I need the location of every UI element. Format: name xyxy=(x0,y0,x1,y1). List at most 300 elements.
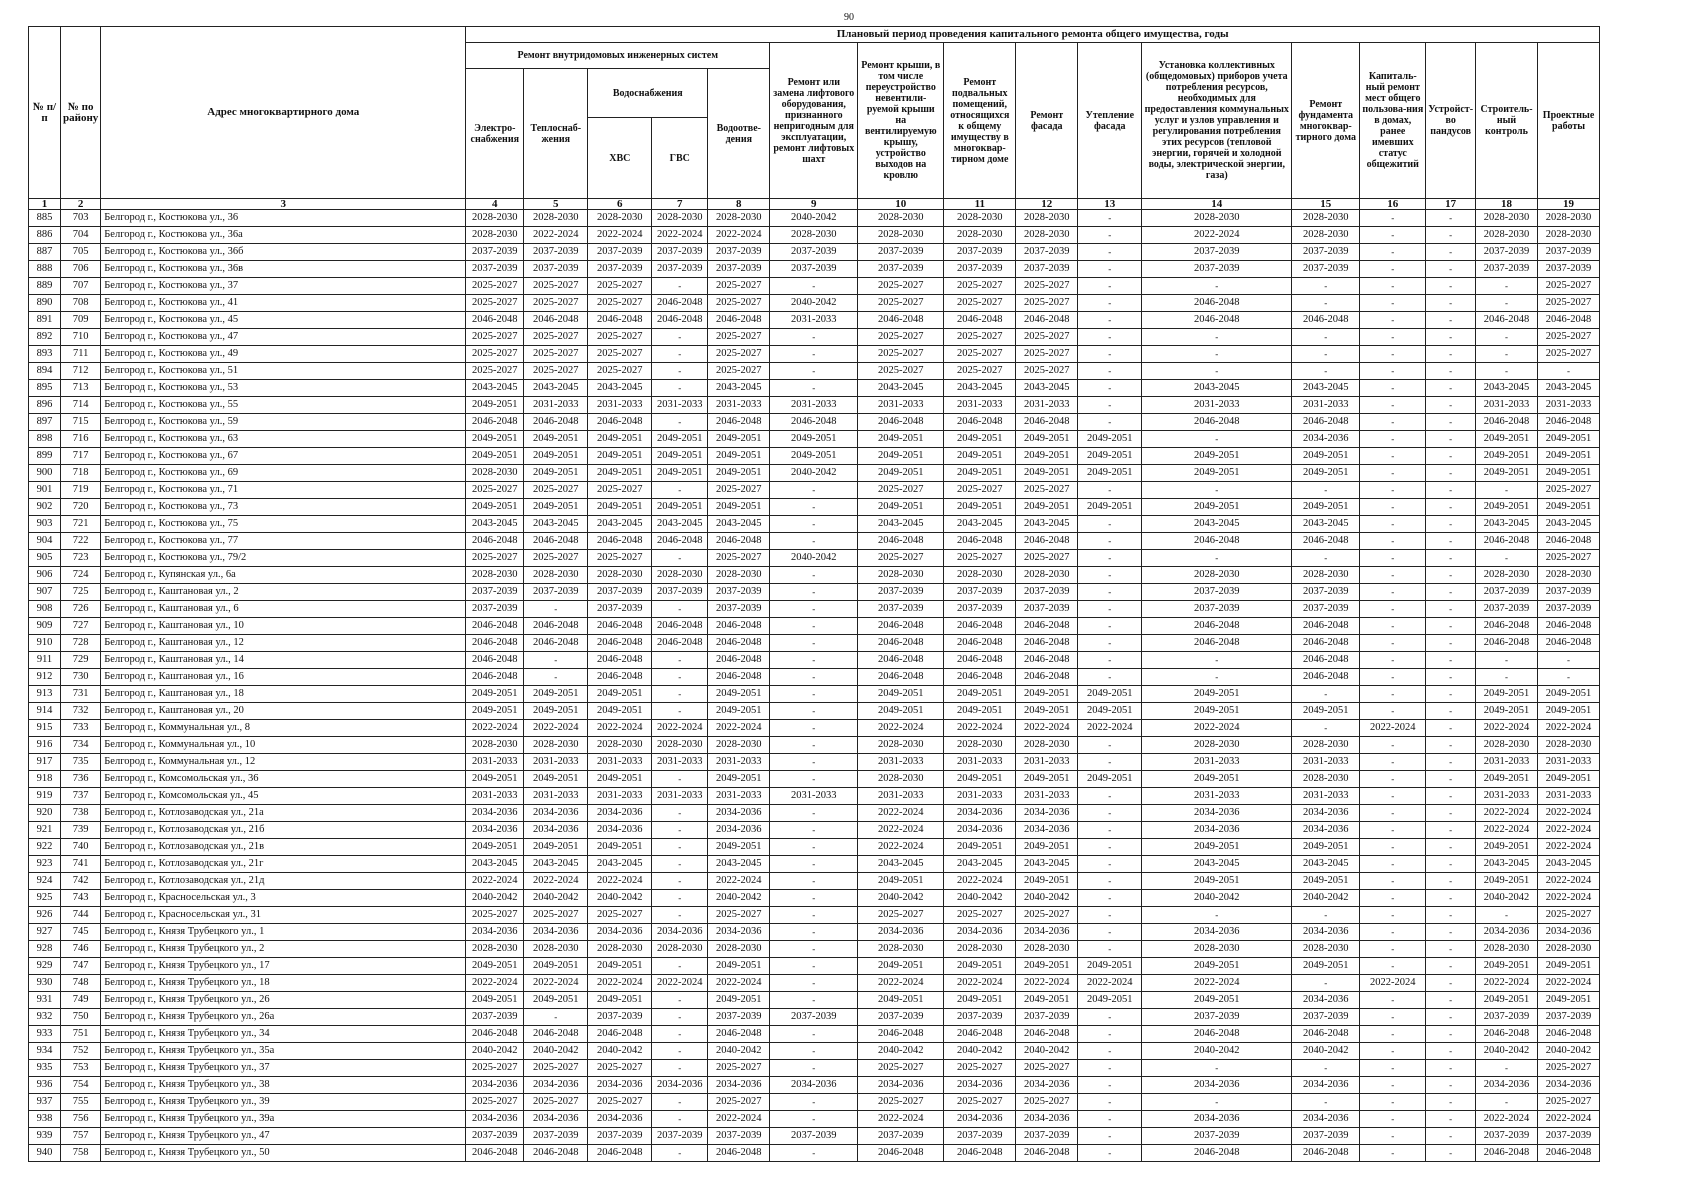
table-cell: 2037-2039 xyxy=(1292,261,1360,278)
table-cell: 909 xyxy=(29,618,61,635)
table-cell: 2043-2045 xyxy=(1292,856,1360,873)
table-cell: - xyxy=(770,1060,858,1077)
table-cell: - xyxy=(1426,992,1476,1009)
table-cell: 898 xyxy=(29,431,61,448)
table-cell: 2025-2027 xyxy=(466,295,524,312)
table-cell: - xyxy=(1142,669,1292,686)
table-cell: - xyxy=(770,1026,858,1043)
table-cell: 2043-2045 xyxy=(588,380,652,397)
table-cell: - xyxy=(1078,1111,1142,1128)
table-cell: 2043-2045 xyxy=(708,856,770,873)
table-cell: - xyxy=(1426,295,1476,312)
table-cell: - xyxy=(1426,737,1476,754)
table-cell: 895 xyxy=(29,380,61,397)
table-cell: - xyxy=(1476,1060,1538,1077)
table-cell: 2037-2039 xyxy=(466,1128,524,1145)
table-row xyxy=(29,873,1600,890)
table-cell: - xyxy=(1360,788,1426,805)
table-cell: 2049-2051 xyxy=(466,686,524,703)
table-cell: 2025-2027 xyxy=(944,1060,1016,1077)
table-cell: 2037-2039 xyxy=(466,584,524,601)
table-cell: - xyxy=(1538,363,1600,380)
table-cell: - xyxy=(770,618,858,635)
table-cell: - xyxy=(770,567,858,584)
table-cell: - xyxy=(1426,227,1476,244)
address-cell: Белгород г., Котлозаводская ул., 21д xyxy=(101,873,466,890)
table-cell: - xyxy=(1078,329,1142,346)
table-cell: 2025-2027 xyxy=(708,550,770,567)
table-cell: 2046-2048 xyxy=(944,312,1016,329)
table-cell: 2037-2039 xyxy=(1292,584,1360,601)
table-cell: 2049-2051 xyxy=(1016,465,1078,482)
table-row xyxy=(29,533,1600,550)
table-cell: 2022-2024 xyxy=(524,720,588,737)
table-cell: 2025-2027 xyxy=(708,907,770,924)
table-cell: 2049-2051 xyxy=(1142,448,1292,465)
table-cell: 921 xyxy=(29,822,61,839)
table-cell: - xyxy=(652,805,708,822)
table-cell: - xyxy=(770,584,858,601)
table-row xyxy=(29,754,1600,771)
table-cell: 2025-2027 xyxy=(524,907,588,924)
table-cell: 2049-2051 xyxy=(1538,771,1600,788)
table-cell: 713 xyxy=(61,380,101,397)
table-cell: 918 xyxy=(29,771,61,788)
table-row xyxy=(29,958,1600,975)
table-cell: 2043-2045 xyxy=(524,856,588,873)
table-cell: 2046-2048 xyxy=(1538,1145,1600,1162)
table-cell: - xyxy=(1360,312,1426,329)
table-cell: 2028-2030 xyxy=(466,567,524,584)
table-cell: 2046-2048 xyxy=(524,312,588,329)
table-cell: 2028-2030 xyxy=(858,227,944,244)
table-cell: - xyxy=(1360,601,1426,618)
table-cell: 2043-2045 xyxy=(588,856,652,873)
table-cell: - xyxy=(1142,278,1292,295)
table-cell: 2046-2048 xyxy=(466,635,524,652)
table-cell: - xyxy=(652,1094,708,1111)
address-cell: Белгород г., Князя Трубецкого ул., 47 xyxy=(101,1128,466,1145)
table-cell: - xyxy=(1078,244,1142,261)
table-cell: 933 xyxy=(29,1026,61,1043)
table-row xyxy=(29,567,1600,584)
table-cell: 2046-2048 xyxy=(1142,618,1292,635)
table-cell: 2049-2051 xyxy=(1078,992,1142,1009)
table-cell: - xyxy=(1078,210,1142,227)
table-cell: 2049-2051 xyxy=(1142,703,1292,720)
table-cell: 730 xyxy=(61,669,101,686)
table-cell: 2028-2030 xyxy=(466,737,524,754)
table-cell: 2022-2024 xyxy=(1538,890,1600,907)
address-cell: Белгород г., Костюкова ул., 47 xyxy=(101,329,466,346)
table-cell: 2022-2024 xyxy=(652,720,708,737)
table-cell: - xyxy=(1292,686,1360,703)
table-cell: - xyxy=(1360,1060,1426,1077)
table-cell: 2031-2033 xyxy=(1538,754,1600,771)
table-cell: 2031-2033 xyxy=(588,754,652,771)
table-cell: - xyxy=(1360,295,1426,312)
table-cell: - xyxy=(1292,346,1360,363)
table-cell: 2046-2048 xyxy=(708,533,770,550)
table-cell: 2025-2027 xyxy=(708,278,770,295)
table-cell: 2022-2024 xyxy=(1538,975,1600,992)
table-cell: 2034-2036 xyxy=(1292,924,1360,941)
address-cell: Белгород г., Костюкова ул., 67 xyxy=(101,448,466,465)
table-cell: - xyxy=(1292,1060,1360,1077)
table-cell: 2025-2027 xyxy=(858,295,944,312)
table-cell: 2046-2048 xyxy=(588,1026,652,1043)
table-cell: 2046-2048 xyxy=(1142,533,1292,550)
table-cell: 2040-2042 xyxy=(588,890,652,907)
table-cell: 2025-2027 xyxy=(944,295,1016,312)
table-cell: 2025-2027 xyxy=(1538,1094,1600,1111)
table-cell: 2025-2027 xyxy=(524,278,588,295)
table-cell: 2040-2042 xyxy=(1476,1043,1538,1060)
table-cell: 934 xyxy=(29,1043,61,1060)
column-number: 3 xyxy=(101,199,466,210)
table-cell: 2043-2045 xyxy=(1476,516,1538,533)
table-cell: 2049-2051 xyxy=(466,703,524,720)
table-cell: 2049-2051 xyxy=(1142,686,1292,703)
address-cell: Белгород г., Котлозаводская ул., 21в xyxy=(101,839,466,856)
table-row xyxy=(29,431,1600,448)
table-cell: 2037-2039 xyxy=(1476,1128,1538,1145)
table-cell: - xyxy=(1360,499,1426,516)
header-internal-systems: Ремонт внутридомовых инженерных систем xyxy=(466,43,770,69)
table-cell: 2028-2030 xyxy=(1476,567,1538,584)
table-cell: 2034-2036 xyxy=(1142,822,1292,839)
table-cell: 2025-2027 xyxy=(1538,278,1600,295)
table-cell: 2037-2039 xyxy=(652,261,708,278)
table-cell: 2022-2024 xyxy=(858,975,944,992)
table-cell: 2028-2030 xyxy=(1142,210,1292,227)
table-cell: 2031-2033 xyxy=(1538,397,1600,414)
table-cell: - xyxy=(1360,737,1426,754)
table-cell: - xyxy=(1426,1043,1476,1060)
table-cell: 2031-2033 xyxy=(1292,397,1360,414)
table-cell: - xyxy=(1078,567,1142,584)
table-cell: 2046-2048 xyxy=(652,618,708,635)
table-cell: 2046-2048 xyxy=(1142,635,1292,652)
table-cell: 2043-2045 xyxy=(466,516,524,533)
table-cell: - xyxy=(1476,907,1538,924)
table-cell: 2049-2051 xyxy=(524,992,588,1009)
table-row xyxy=(29,278,1600,295)
table-cell: - xyxy=(1360,1128,1426,1145)
table-cell: - xyxy=(770,601,858,618)
table-cell: 2022-2024 xyxy=(1476,1111,1538,1128)
table-cell: 2046-2048 xyxy=(858,669,944,686)
table-cell: 2040-2042 xyxy=(466,1043,524,1060)
table-cell: - xyxy=(1360,431,1426,448)
column-number: 19 xyxy=(1538,199,1600,210)
table-cell: - xyxy=(1142,431,1292,448)
table-cell: - xyxy=(1360,346,1426,363)
table-cell: 2037-2039 xyxy=(588,601,652,618)
table-cell: 2031-2033 xyxy=(1016,397,1078,414)
table-cell: 2043-2045 xyxy=(588,516,652,533)
table-cell: 2028-2030 xyxy=(944,567,1016,584)
table-cell: 2028-2030 xyxy=(652,941,708,958)
table-cell: 2025-2027 xyxy=(466,346,524,363)
table-cell: - xyxy=(770,380,858,397)
table-cell: 2043-2045 xyxy=(1538,516,1600,533)
table-cell: 920 xyxy=(29,805,61,822)
table-cell: 2049-2051 xyxy=(944,431,1016,448)
table-cell: 2046-2048 xyxy=(1016,652,1078,669)
table-cell: 2046-2048 xyxy=(944,414,1016,431)
table-cell: - xyxy=(1426,516,1476,533)
table-cell: 2028-2030 xyxy=(466,465,524,482)
table-cell: 2034-2036 xyxy=(708,822,770,839)
table-row xyxy=(29,975,1600,992)
table-cell: - xyxy=(1142,482,1292,499)
table-cell: 725 xyxy=(61,584,101,601)
address-cell: Белгород г., Коммунальная ул., 12 xyxy=(101,754,466,771)
table-cell: 2031-2033 xyxy=(588,788,652,805)
table-row xyxy=(29,261,1600,278)
table-cell: - xyxy=(1426,958,1476,975)
address-cell: Белгород г., Костюкова ул., 41 xyxy=(101,295,466,312)
table-cell: 940 xyxy=(29,1145,61,1162)
table-cell: 2046-2048 xyxy=(1142,295,1292,312)
table-cell: 2037-2039 xyxy=(1142,244,1292,261)
table-row xyxy=(29,890,1600,907)
table-cell: 735 xyxy=(61,754,101,771)
table-cell: 708 xyxy=(61,295,101,312)
table-cell: 2034-2036 xyxy=(1142,1077,1292,1094)
address-cell: Белгород г., Каштановая ул., 20 xyxy=(101,703,466,720)
table-cell: 2046-2048 xyxy=(708,414,770,431)
table-cell: 2025-2027 xyxy=(524,1094,588,1111)
table-cell: 2028-2030 xyxy=(858,737,944,754)
table-cell: - xyxy=(1476,278,1538,295)
table-cell: 887 xyxy=(29,244,61,261)
table-cell: - xyxy=(1142,1060,1292,1077)
table-cell: - xyxy=(1538,669,1600,686)
table-cell: 2049-2051 xyxy=(858,958,944,975)
table-cell: 2043-2045 xyxy=(524,516,588,533)
table-cell: 936 xyxy=(29,1077,61,1094)
table-cell: 2037-2039 xyxy=(652,244,708,261)
table-cell: 719 xyxy=(61,482,101,499)
table-cell: 922 xyxy=(29,839,61,856)
table-cell: 2022-2024 xyxy=(466,873,524,890)
table-cell: 2046-2048 xyxy=(1016,533,1078,550)
address-cell: Белгород г., Князя Трубецкого ул., 26а xyxy=(101,1009,466,1026)
table-cell: 2043-2045 xyxy=(1292,380,1360,397)
address-cell: Белгород г., Комсомольская ул., 45 xyxy=(101,788,466,805)
table-cell: 720 xyxy=(61,499,101,516)
table-cell: 2022-2024 xyxy=(588,873,652,890)
table-cell: 2046-2048 xyxy=(588,669,652,686)
table-cell: 2049-2051 xyxy=(708,431,770,448)
table-cell: 744 xyxy=(61,907,101,924)
table-cell: 2025-2027 xyxy=(944,363,1016,380)
table-cell: 2049-2051 xyxy=(524,771,588,788)
table-cell: 2037-2039 xyxy=(1142,1009,1292,1026)
table-cell: - xyxy=(1360,1145,1426,1162)
table-cell: - xyxy=(770,839,858,856)
table-cell: - xyxy=(770,703,858,720)
header-water-supply: Водоснабжения xyxy=(588,69,708,118)
table-cell: 2034-2036 xyxy=(944,822,1016,839)
table-cell: 2046-2048 xyxy=(944,618,1016,635)
header-design-works: Проектные работы xyxy=(1538,43,1600,199)
table-cell: - xyxy=(1078,397,1142,414)
table-cell: 2049-2051 xyxy=(770,431,858,448)
table-cell: - xyxy=(1426,380,1476,397)
table-cell: 2049-2051 xyxy=(708,703,770,720)
table-cell: 726 xyxy=(61,601,101,618)
table-cell: 2031-2033 xyxy=(524,397,588,414)
table-cell: 911 xyxy=(29,652,61,669)
table-cell: 2022-2024 xyxy=(1360,720,1426,737)
table-cell: 2037-2039 xyxy=(652,584,708,601)
table-cell: 2031-2033 xyxy=(708,754,770,771)
table-cell: 728 xyxy=(61,635,101,652)
table-cell: 2037-2039 xyxy=(944,601,1016,618)
table-cell: 2046-2048 xyxy=(1538,312,1600,329)
table-cell: 2028-2030 xyxy=(524,737,588,754)
table-cell: 2037-2039 xyxy=(588,244,652,261)
table-cell: - xyxy=(1426,975,1476,992)
table-cell: 2046-2048 xyxy=(858,1026,944,1043)
table-cell: - xyxy=(1426,788,1476,805)
table-cell: - xyxy=(1078,295,1142,312)
table-cell: - xyxy=(770,975,858,992)
table-cell: - xyxy=(1426,805,1476,822)
table-cell: 2049-2051 xyxy=(708,992,770,1009)
table-cell: 2049-2051 xyxy=(708,686,770,703)
table-cell: 2049-2051 xyxy=(524,448,588,465)
table-cell: 2025-2027 xyxy=(1538,907,1600,924)
table-cell: 2046-2048 xyxy=(524,1026,588,1043)
table-cell: 2046-2048 xyxy=(858,1145,944,1162)
table-cell: 2046-2048 xyxy=(1292,652,1360,669)
table-cell: 2049-2051 xyxy=(1016,771,1078,788)
table-cell: 2028-2030 xyxy=(652,567,708,584)
table-cell: 2049-2051 xyxy=(1476,771,1538,788)
table-cell: 2049-2051 xyxy=(1476,465,1538,482)
table-cell: - xyxy=(1360,635,1426,652)
table-cell: 2031-2033 xyxy=(858,397,944,414)
table-cell: 904 xyxy=(29,533,61,550)
table-cell: 2049-2051 xyxy=(944,771,1016,788)
address-cell: Белгород г., Красносельская ул., 31 xyxy=(101,907,466,924)
table-cell: 2031-2033 xyxy=(1292,754,1360,771)
table-cell: 2049-2051 xyxy=(1016,686,1078,703)
table-cell: - xyxy=(652,363,708,380)
table-cell: 2046-2048 xyxy=(1292,635,1360,652)
table-cell: - xyxy=(770,822,858,839)
table-cell: 886 xyxy=(29,227,61,244)
table-cell: - xyxy=(652,839,708,856)
column-number: 6 xyxy=(588,199,652,210)
table-cell: 2046-2048 xyxy=(466,1145,524,1162)
table-cell: 2049-2051 xyxy=(1078,703,1142,720)
table-cell: 2049-2051 xyxy=(1142,958,1292,975)
table-cell: 748 xyxy=(61,975,101,992)
table-cell: - xyxy=(652,482,708,499)
address-cell: Белгород г., Каштановая ул., 10 xyxy=(101,618,466,635)
table-cell: - xyxy=(1360,771,1426,788)
table-cell: 2046-2048 xyxy=(708,312,770,329)
table-row xyxy=(29,805,1600,822)
table-cell: 2034-2036 xyxy=(1016,1111,1078,1128)
table-cell: 2049-2051 xyxy=(1142,499,1292,516)
address-cell: Белгород г., Купянская ул., 6а xyxy=(101,567,466,584)
table-cell: 2049-2051 xyxy=(708,448,770,465)
table-cell: 2025-2027 xyxy=(1016,550,1078,567)
table-cell: - xyxy=(1360,1009,1426,1026)
table-cell: 2025-2027 xyxy=(1538,1060,1600,1077)
table-body xyxy=(29,210,1600,1162)
table-cell: 753 xyxy=(61,1060,101,1077)
table-cell: - xyxy=(652,992,708,1009)
table-cell: 2037-2039 xyxy=(466,244,524,261)
table-cell: 2028-2030 xyxy=(466,210,524,227)
table-cell: - xyxy=(770,329,858,346)
header-insulation: Утепление фасада xyxy=(1078,43,1142,199)
table-cell: - xyxy=(1078,1077,1142,1094)
table-cell: 2022-2024 xyxy=(944,873,1016,890)
table-cell: 2037-2039 xyxy=(708,261,770,278)
table-cell: 745 xyxy=(61,924,101,941)
table-cell: - xyxy=(770,924,858,941)
table-cell: 2025-2027 xyxy=(588,1060,652,1077)
header-foundation: Ремонт фундамента многоквар-тирного дома xyxy=(1292,43,1360,199)
table-cell: 2046-2048 xyxy=(524,618,588,635)
table-cell: 2049-2051 xyxy=(770,448,858,465)
table-cell: - xyxy=(1360,584,1426,601)
table-cell: 2028-2030 xyxy=(1142,737,1292,754)
table-cell: 932 xyxy=(29,1009,61,1026)
table-cell: 2034-2036 xyxy=(524,805,588,822)
table-cell: 891 xyxy=(29,312,61,329)
table-cell: 2046-2048 xyxy=(1142,1026,1292,1043)
table-cell: - xyxy=(1426,397,1476,414)
table-cell: 2022-2024 xyxy=(1078,720,1142,737)
table-cell: 2037-2039 xyxy=(1016,601,1078,618)
table-cell: 2031-2033 xyxy=(1476,788,1538,805)
table-cell: - xyxy=(1426,1094,1476,1111)
table-cell: 2028-2030 xyxy=(588,210,652,227)
address-cell: Белгород г., Костюкова ул., 79/2 xyxy=(101,550,466,567)
table-cell: 2046-2048 xyxy=(1476,1145,1538,1162)
table-cell: 2037-2039 xyxy=(1476,261,1538,278)
table-cell: 2025-2027 xyxy=(524,295,588,312)
address-cell: Белгород г., Князя Трубецкого ул., 35а xyxy=(101,1043,466,1060)
table-cell: 2037-2039 xyxy=(1292,244,1360,261)
table-cell: 2028-2030 xyxy=(1538,227,1600,244)
table-cell: 2046-2048 xyxy=(1016,312,1078,329)
table-cell: 2043-2045 xyxy=(944,856,1016,873)
table-cell: 2034-2036 xyxy=(1292,1077,1360,1094)
table-cell: 2049-2051 xyxy=(1476,703,1538,720)
table-cell: - xyxy=(1292,482,1360,499)
table-cell: 2034-2036 xyxy=(708,1077,770,1094)
table-cell: 2046-2048 xyxy=(1476,312,1538,329)
table-cell: 923 xyxy=(29,856,61,873)
table-cell: 2046-2048 xyxy=(944,1026,1016,1043)
table-row xyxy=(29,941,1600,958)
table-cell: 2049-2051 xyxy=(1142,465,1292,482)
table-cell: 2028-2030 xyxy=(652,210,708,227)
table-cell: - xyxy=(1426,822,1476,839)
table-cell: 2046-2048 xyxy=(588,1145,652,1162)
table-cell: - xyxy=(1426,924,1476,941)
